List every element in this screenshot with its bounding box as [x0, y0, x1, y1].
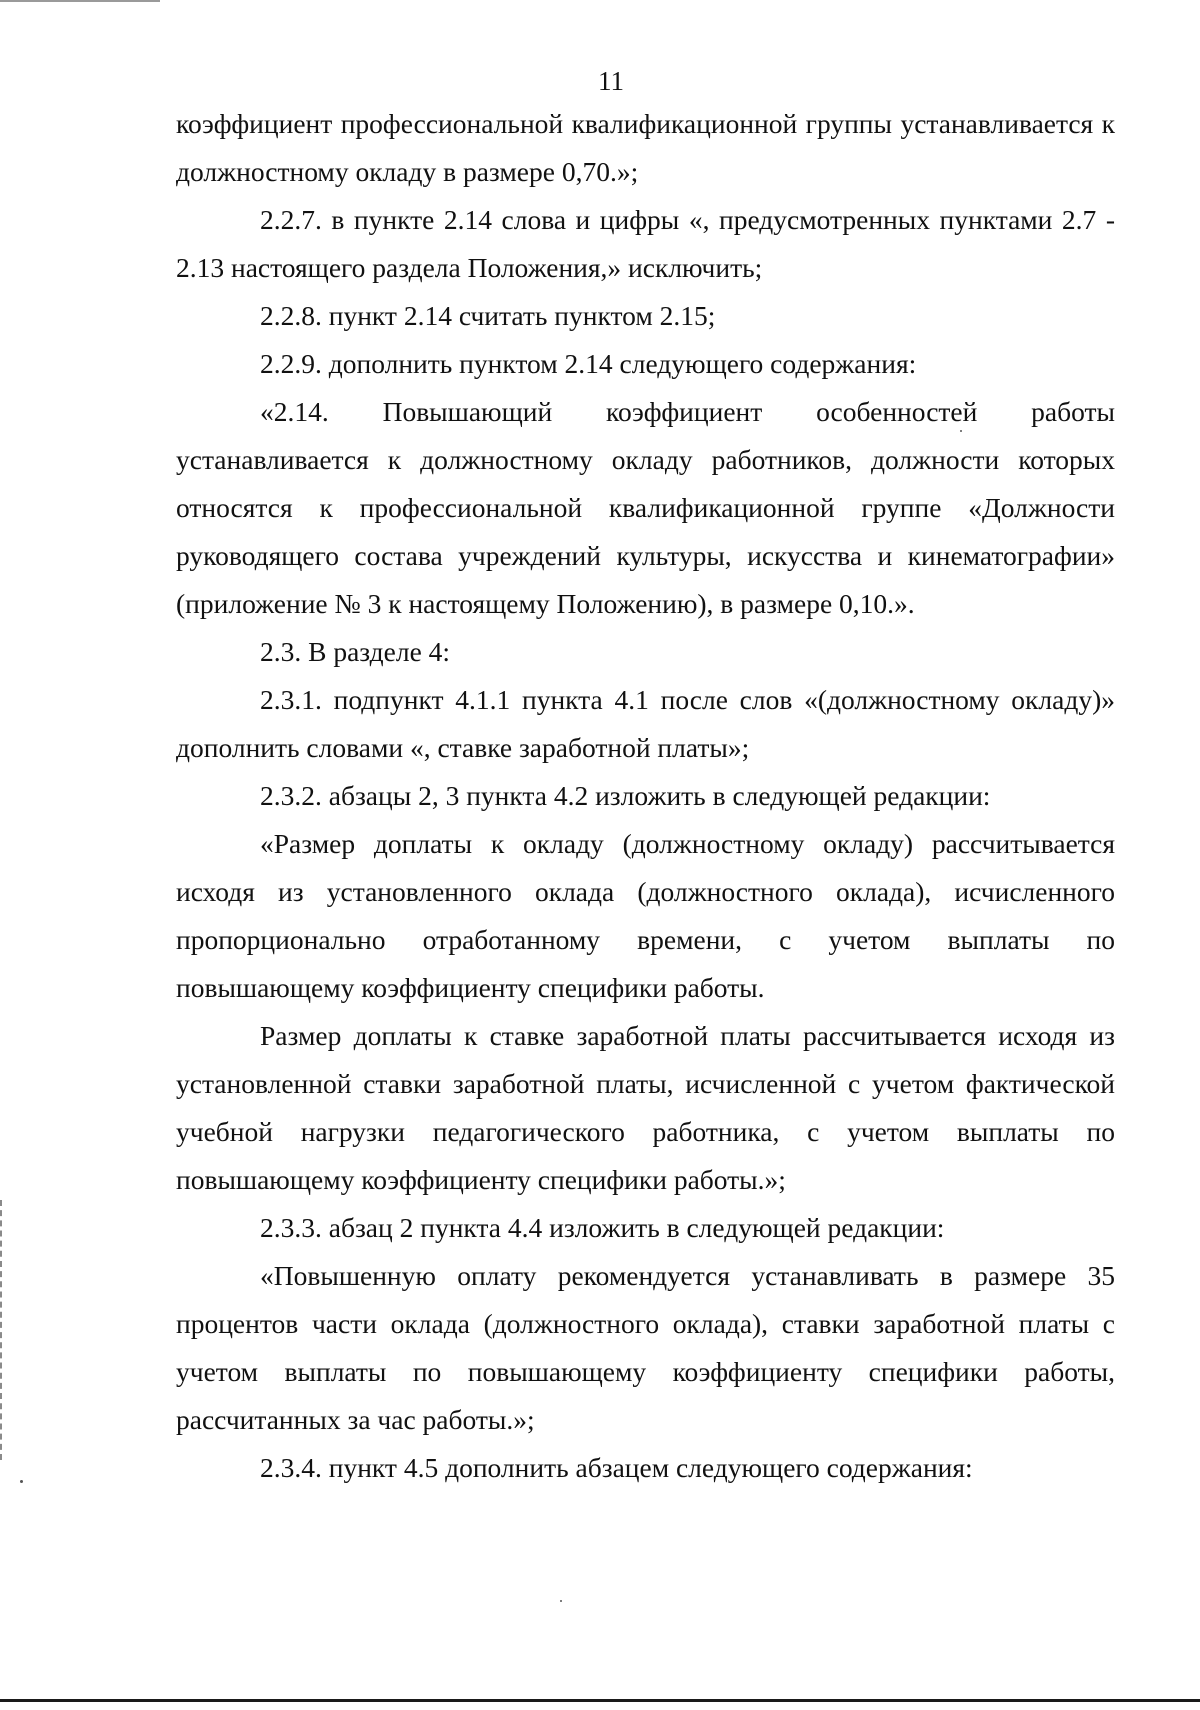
- paragraph: 2.2.7. в пункте 2.14 слова и цифры «, предусмотренных пунктами 2.7 - 2.13 настоящего раздела Положения,» исключить;: [176, 204, 1115, 283]
- scan-speck: [560, 1600, 562, 1602]
- paragraph: 2.3.3. абзац 2 пункта 4.4 изложить в следующей редакции:: [260, 1212, 945, 1243]
- paragraph: коэффициент профессиональной квалификационной группы устанавливается к должностному окладу в размере 0,70.»;: [176, 108, 1115, 187]
- paragraph: 2.3. В разделе 4:: [260, 636, 451, 667]
- paragraph: «2.14. Повышающий коэффициент особенностей работы устанавливается к должностному окладу работников, должности которых относятся к профессиональной квалификационной группе «Должности руководящего состава учреждений культуры, искусства и кинематографии» (приложение № 3 к настоящему Положению), в размере 0,10.».: [176, 396, 1115, 619]
- paragraph: «Размер доплаты к окладу (должностному окладу) рассчитывается исходя из установленного оклада (должностного оклада), исчисленного пропорционально отработанному времени, с учетом выплаты по повышающему коэффициенту специфики работы.: [176, 828, 1115, 1003]
- scan-speck: [20, 1480, 23, 1483]
- paragraph: Размер доплаты к ставке заработной платы рассчитывается исходя из установленной ставки заработной платы, исчисленной с учетом фактической учебной нагрузки педагогического работника, с учетом выплаты по повышающему коэффициенту специфики работы.»;: [176, 1020, 1115, 1195]
- scan-edge-bottom: [0, 1699, 1200, 1702]
- page-number: 11: [598, 66, 624, 96]
- paragraph: 2.2.9. дополнить пунктом 2.14 следующего содержания:: [260, 348, 917, 379]
- document-body: [176, 100, 1115, 1492]
- scan-edge-left: [0, 1200, 4, 1460]
- paragraph: 2.2.8. пункт 2.14 считать пунктом 2.15;: [260, 300, 716, 331]
- paragraph: «Повышенную оплату рекомендуется устанавливать в размере 35 процентов части оклада (должностного оклада), ставки заработной платы с учетом выплаты по повышающему коэффициенту специфики работы, рассчитанных за час работы.»;: [176, 1260, 1115, 1435]
- paragraph: 2.3.4. пункт 4.5 дополнить абзацем следующего содержания:: [260, 1452, 973, 1483]
- paragraph: 2.3.1. подпункт 4.1.1 пункта 4.1 после слов «(должностному окладу)» дополнить словами «, ставке заработной платы»;: [176, 684, 1115, 763]
- paragraph: 2.3.2. абзацы 2, 3 пункта 4.2 изложить в следующей редакции:: [260, 780, 991, 811]
- scan-edge-top: [0, 0, 160, 2]
